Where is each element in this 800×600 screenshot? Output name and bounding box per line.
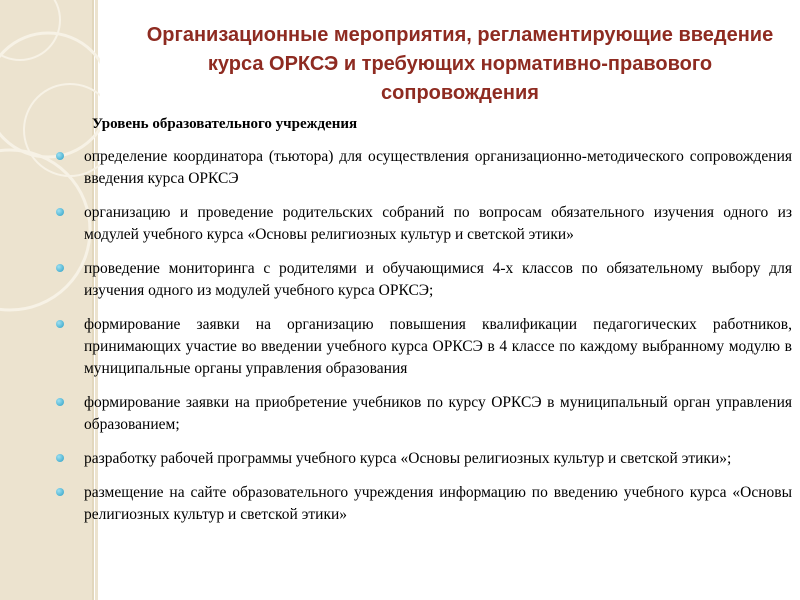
list-item-text: определение координатора (тьютора) для осуществления организационно-методического сопровождения введения курса ОРКСЭ: [84, 148, 792, 187]
list-item-text: организацию и проведение родительских собраний по вопросам обязательного изучения одного из модулей учебного курса «Основы религиозных культур и светской этики»: [84, 204, 792, 243]
list-item: [56, 202, 792, 246]
list-item-text: формирование заявки на приобретение учебников по курсу ОРКСЭ в муниципальный орган управления образованием;: [84, 394, 792, 433]
list-item-text: размещение на сайте образовательного учреждения информацию по введению учебного курса «Основы религиозных культур и светской этики»: [84, 484, 792, 523]
list-item: [56, 314, 792, 380]
bullet-icon: [56, 320, 64, 328]
bullet-icon: [56, 398, 64, 406]
list-item: [56, 146, 792, 190]
section-heading: Уровень образовательного учреждения: [92, 116, 358, 132]
bullet-icon: [56, 488, 64, 496]
list-item: [56, 392, 792, 436]
list-item: [56, 258, 792, 302]
list-item: [56, 482, 792, 526]
measures-list: [56, 146, 792, 538]
list-item-text: формирование заявки на организацию повышения квалификации педагогических работников, принимающих участие во введении учебного курса ОРКСЭ в 4 классе по каждому выбранному модулю в муниципальные органы управления образования: [84, 316, 792, 377]
list-item: [56, 448, 792, 470]
bullet-icon: [56, 264, 64, 272]
list-item-text: проведение мониторинга с родителями и обучающимися 4-х классов по обязательному выбору для изучения одного из модулей учебного курса ОРКСЭ;: [84, 260, 792, 299]
bullet-icon: [56, 152, 64, 160]
bullet-icon: [56, 454, 64, 462]
list-item-text: разработку рабочей программы учебного курса «Основы религиозных культур и светской этики»;: [84, 450, 732, 467]
bullet-icon: [56, 208, 64, 216]
slide-title: Организационные мероприятия, регламентирующие введение курса ОРКСЭ и требующих нормативно-правового сопровождения: [146, 24, 774, 105]
